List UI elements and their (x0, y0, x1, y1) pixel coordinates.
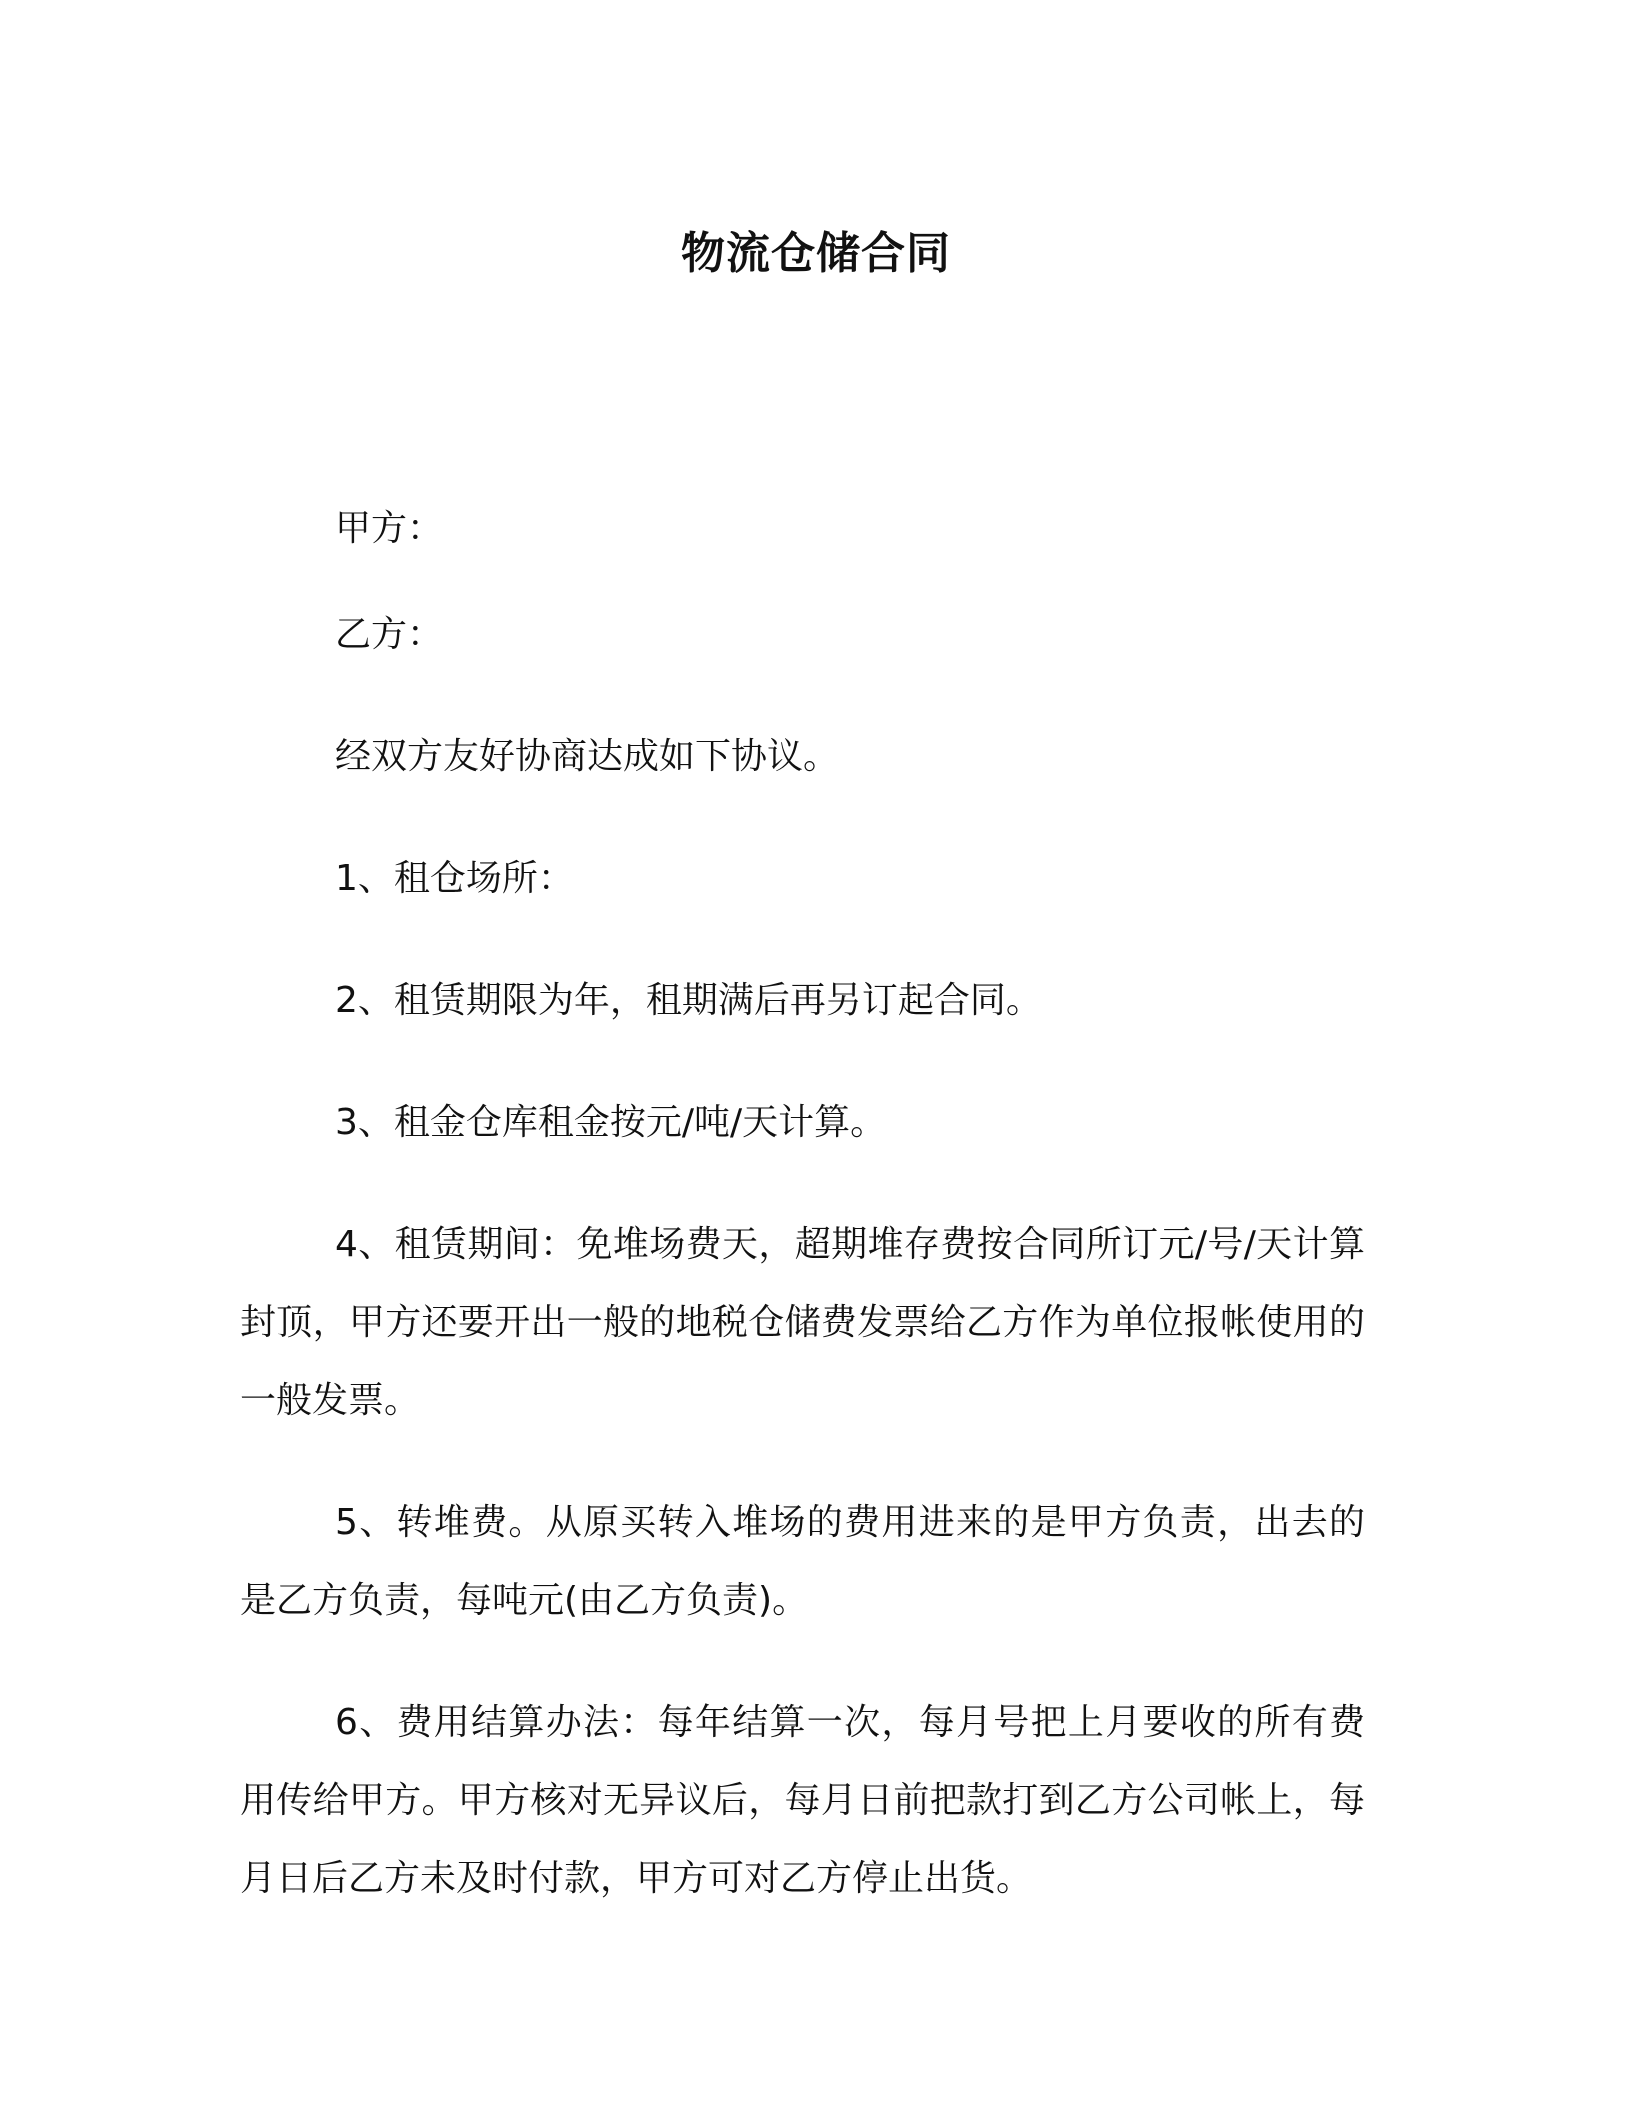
party-b-line: 乙方： (335, 614, 444, 655)
clause-4: 4、租赁期间：免堆场费天，超期堆存费按合同所订元/号/天计算封顶，甲方还要开出一般的地税仓储费发票给乙方作为单位报帐使用的一般发票。 (240, 1224, 1365, 1421)
clause-6: 6、费用结算办法：每年结算一次，每月号把上月要收的所有费用传给甲方。甲方核对无异议后，每月日前把款打到乙方公司帐上，每月日后乙方未及时付款，甲方可对乙方停止出货。 (240, 1702, 1365, 1899)
clause-3: 3、租金仓库租金按元/吨/天计算。 (335, 1102, 887, 1143)
agreement-intro: 经双方友好协商达成如下协议。 (335, 736, 840, 777)
document-body (240, 490, 1365, 1962)
clause-2: 2、租赁期限为年，租期满后再另订起合同。 (335, 980, 1042, 1021)
party-a-line: 甲方： (335, 508, 444, 549)
document-title: 物流仓储合同 (681, 228, 951, 279)
clause-1: 1、租仓场所： (335, 858, 574, 899)
clause-5: 5、转堆费。从原买转入堆场的费用进来的是甲方负责，出去的是乙方负责，每吨元(由乙方负责)。 (240, 1502, 1365, 1621)
